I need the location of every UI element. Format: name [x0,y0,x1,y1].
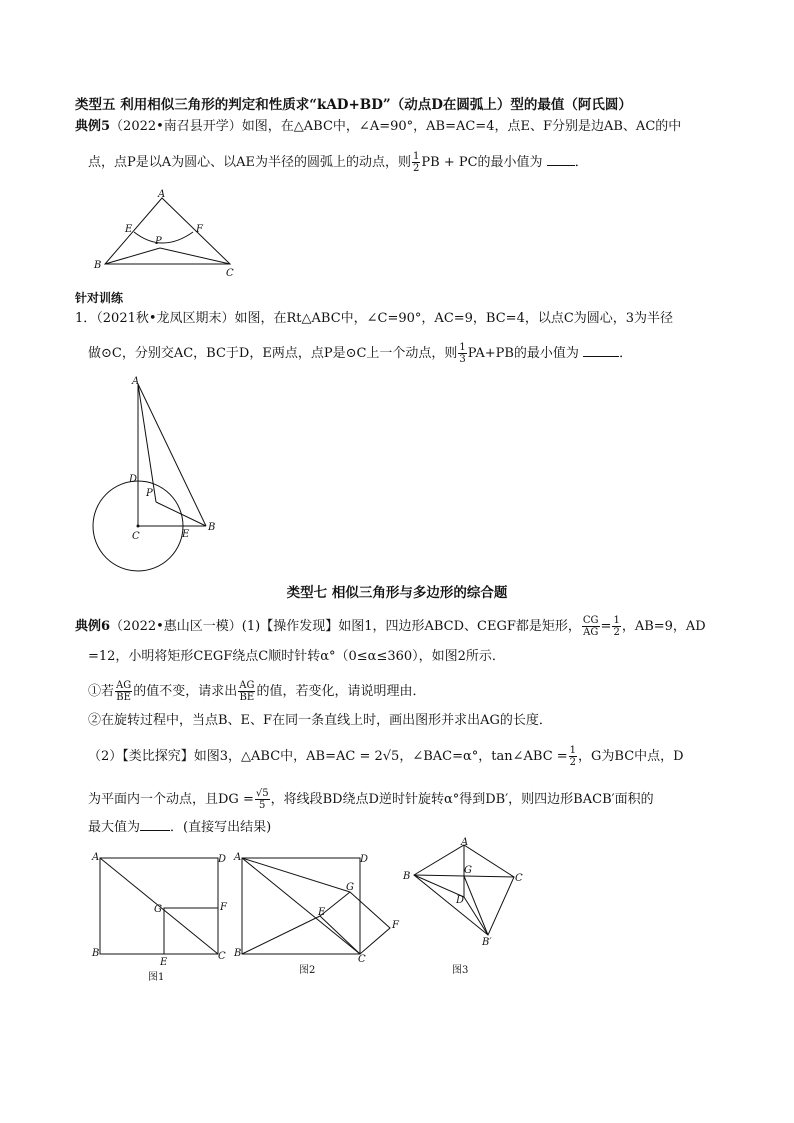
label-b: B [92,948,100,959]
label-b: B [234,948,242,959]
label-d: D [456,895,465,906]
segment-bd [414,875,464,897]
figure-3-caption: 图3 [452,965,469,976]
label-b: B [94,260,102,271]
label-f: F [196,224,203,235]
label-c: C [226,268,234,279]
example6-item2: ②在旋转过程中，当点B、E、F在同一条直线上时，画出图形并求出AG的长度． [88,713,552,728]
example6-half-fraction: $\frac{1}{2}$ [613,615,620,638]
example5-text2b: PB + PC的最小值为 [421,155,543,170]
triangle-abc [105,198,230,264]
training-q1-line2 [88,342,632,365]
label-f: F [392,920,399,931]
training-q1-text2b: PA+PB的最小值为 [467,346,579,361]
example6-answer-blank[interactable] [140,818,170,831]
label-f: F [220,902,227,913]
arc-ef [134,232,193,243]
example6-line2: =12，小明将矩形CEGF绕点C顺时针转α°（0≤α≤360），如图2所示． [88,649,505,664]
example6-line-dg: 为平面内一个动点，且DG = $\frac{√5}{5}$ ，将线段BD绕点D逆时针旋转α°得到DB′，则四边形BACB′面积的 [88,788,654,811]
label-e: E [160,957,168,968]
label-c: C [515,873,523,884]
ag-be-fraction-2: $\frac{AG}{BE}$ [239,680,255,703]
training-q1-text2a: 做⊙C，分别交AC，BC于D，E两点，点P是⊙C上一个动点，则 [88,346,458,361]
example6-item1: ①若 $\frac{AG}{BE}$ 的值不变，请求出 $\frac{AG}{BE}$ 的值，若变化，请说明理由． [88,680,426,703]
example5-text1: （2022•南召县开学）如图，在△ABC中，∠A=90°，AB=AC=4，点E、F分别是边AB、AC的中 [110,119,682,134]
example5-figure [90,188,250,278]
example5-answer-blank[interactable] [547,153,575,166]
label-a: A [92,852,100,863]
label-a: A [234,852,242,863]
section5-title: 类型五 利用相似三角形的判定和性质求“kAD+BD”（动点D在圆弧上）型的最值（阿氏圆） [75,97,632,113]
segment-pc [160,248,230,264]
dg-fraction: $\frac{√5}{5}$ [255,788,269,811]
figure-1 [90,852,230,987]
label-c: C [218,951,226,962]
example6-eq: = [600,619,612,634]
label-c: C [132,531,140,542]
label-b: B [208,522,216,533]
label-a: A [158,189,166,200]
training-q1-fraction: $\frac{1}{3}$ [459,342,466,365]
segment-be [242,916,320,954]
label-b: B [403,871,411,882]
label-g: G [154,904,162,915]
label-e: E [182,529,190,540]
segment-ab [138,384,206,526]
label-p: P [146,488,153,499]
ag-be-fraction-1: $\frac{AG}{BE}$ [116,680,132,703]
example5-fraction: $\frac{1}{2}$ [413,151,420,174]
label-d: D [129,474,138,485]
segment-ag [242,858,350,892]
example5-text2a: 点，点P是以A为圆心、以AE为半径的圆弧上的动点，则 [88,155,412,170]
example5-line2 [88,151,588,174]
tan-fraction: $\frac{1}{2}$ [569,745,577,768]
label-d: D [218,854,227,865]
example5-period: ． [574,155,588,170]
section7-title: 类型七 相似三角形与多边形的综合题 [286,585,508,601]
example6-line1 [75,615,706,638]
label-d: D [360,854,369,865]
training-label: 针对训练 [75,291,124,305]
figure-2 [232,852,402,987]
example5-line1 [75,118,681,136]
figure-2-caption: 图2 [299,965,316,976]
label-c: C [358,954,366,965]
rect-cegf [320,892,390,954]
example6-label: 典例6 [75,619,111,634]
example6-last: 最大值为 ．(直接写出结果) [88,820,272,835]
example5-label: 典例5 [75,119,111,134]
label-e: E [125,224,133,235]
training-q1-period: ． [619,346,633,361]
training-q1-line1: 1．（2021秋•龙凤区期末）如图，在Rt△ABC中，∠C=90°，AC=9，BC=4，以点C为圆心，3为半径 [75,311,674,326]
figure-1-caption: 图1 [148,972,165,983]
figure-3 [398,835,533,987]
segment-gb-prime [464,876,488,935]
example6-part2: （2）【类比探究】如图3，△ABC中，AB=AC = 2√5，∠BAC=α°，tan∠ABC = $\frac{1}{2}$ ，G为BC中点，D [88,745,684,768]
label-e: E [318,907,326,918]
segment-pb [156,502,206,526]
label-a: A [461,837,469,848]
training-q1-answer-blank[interactable] [583,344,619,357]
label-g: G [346,882,354,893]
label-g: G [464,865,472,876]
training-figure [88,376,228,576]
label-p: P [155,236,162,247]
label-b-prime: B′ [482,937,492,948]
example6-text1b: ，AB=9，AD [621,619,706,634]
segment-pb [105,248,160,264]
example6-text1a: （2022•惠山区一模）(1)【操作发现】如图1，四边形ABCD、CEGF都是矩形， [110,619,581,634]
label-a: A [132,376,140,387]
example6-cg-ag-fraction: $\frac{CG}{AG}$ [582,615,599,638]
center-dot [137,525,140,528]
segment-db-prime [464,897,488,935]
diagonal-ac [242,858,360,954]
